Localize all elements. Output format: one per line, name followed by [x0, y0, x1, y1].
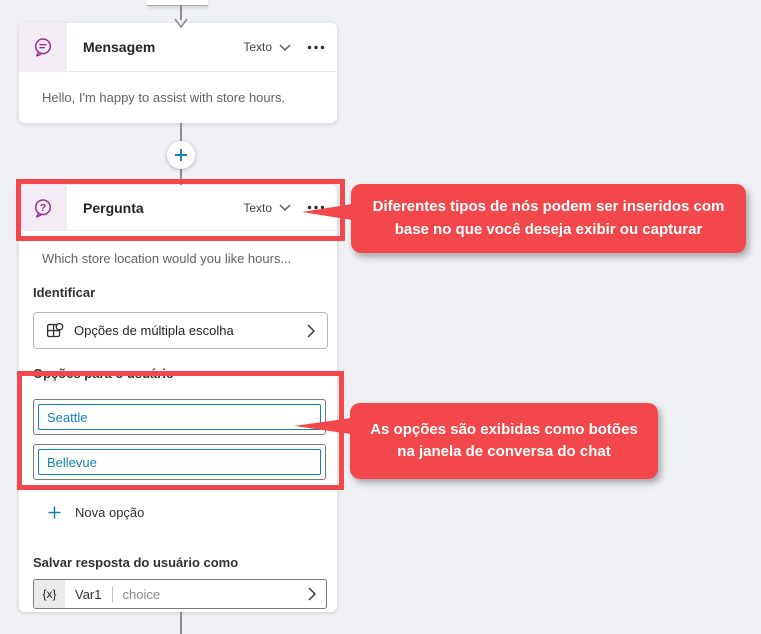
callout-pointer-icon	[294, 417, 351, 435]
variable-name: Var1	[75, 586, 102, 602]
previous-node-edge	[147, 0, 208, 6]
node-title: Pergunta	[83, 199, 144, 216]
plus-icon	[174, 148, 188, 162]
node-type-label: Texto	[243, 40, 272, 54]
identify-label: Identificar	[33, 285, 96, 300]
question-node[interactable]	[19, 185, 337, 612]
message-node-header	[19, 23, 337, 72]
save-response-label: Salvar resposta do usuário como	[33, 555, 239, 570]
node-type-label: Texto	[243, 200, 272, 215]
connector-arrowhead-icon	[174, 18, 188, 29]
message-bubble-icon	[19, 23, 67, 71]
chevron-down-icon	[279, 204, 291, 211]
options-label: Opções para o usuário	[33, 366, 174, 381]
message-text[interactable]: Hello, I'm happy to assist with store hours.	[42, 90, 286, 105]
chevron-right-icon	[308, 587, 316, 601]
annotation-text: Diferentes tipos de nós podem ser inseridos com base no que você deseja exibir ou capturar	[372, 198, 725, 238]
option-value: Seattle	[47, 409, 88, 425]
plus-icon	[48, 506, 61, 519]
svg-text:?: ?	[39, 201, 47, 214]
connector-line	[180, 612, 182, 634]
option-input[interactable]	[33, 444, 326, 480]
new-option-button[interactable]	[33, 501, 144, 523]
multiple-choice-icon	[46, 322, 64, 340]
variable-type: choice	[122, 586, 161, 602]
node-type-dropdown[interactable]	[243, 201, 291, 215]
variable-field[interactable]	[33, 579, 327, 609]
more-menu-button[interactable]	[307, 45, 325, 50]
node-title: Mensagem	[83, 39, 156, 55]
annotation-callout-node-types	[351, 184, 746, 253]
add-node-button[interactable]	[167, 141, 195, 169]
question-text[interactable]: Which store location would you like hours...	[42, 251, 292, 266]
identify-value: Opções de múltipla escolha	[74, 323, 234, 338]
option-input[interactable]	[33, 399, 326, 435]
question-node-header	[19, 185, 337, 231]
new-option-label: Nova opção	[75, 504, 145, 520]
identify-select[interactable]	[33, 312, 328, 349]
node-type-dropdown[interactable]	[243, 40, 291, 54]
option-value: Bellevue	[47, 454, 97, 470]
message-node[interactable]	[19, 23, 337, 123]
question-bubble-icon	[19, 185, 67, 230]
variable-icon: {x}	[34, 580, 65, 608]
callout-pointer-icon	[302, 201, 352, 223]
chevron-down-icon	[279, 44, 291, 51]
chevron-right-icon	[307, 324, 315, 338]
annotation-callout-options-chat	[350, 403, 658, 479]
annotation-text: As opções são exibidas como botões na janela de conversa do chat	[370, 420, 638, 460]
divider	[112, 586, 113, 602]
more-dots-icon	[307, 45, 325, 50]
